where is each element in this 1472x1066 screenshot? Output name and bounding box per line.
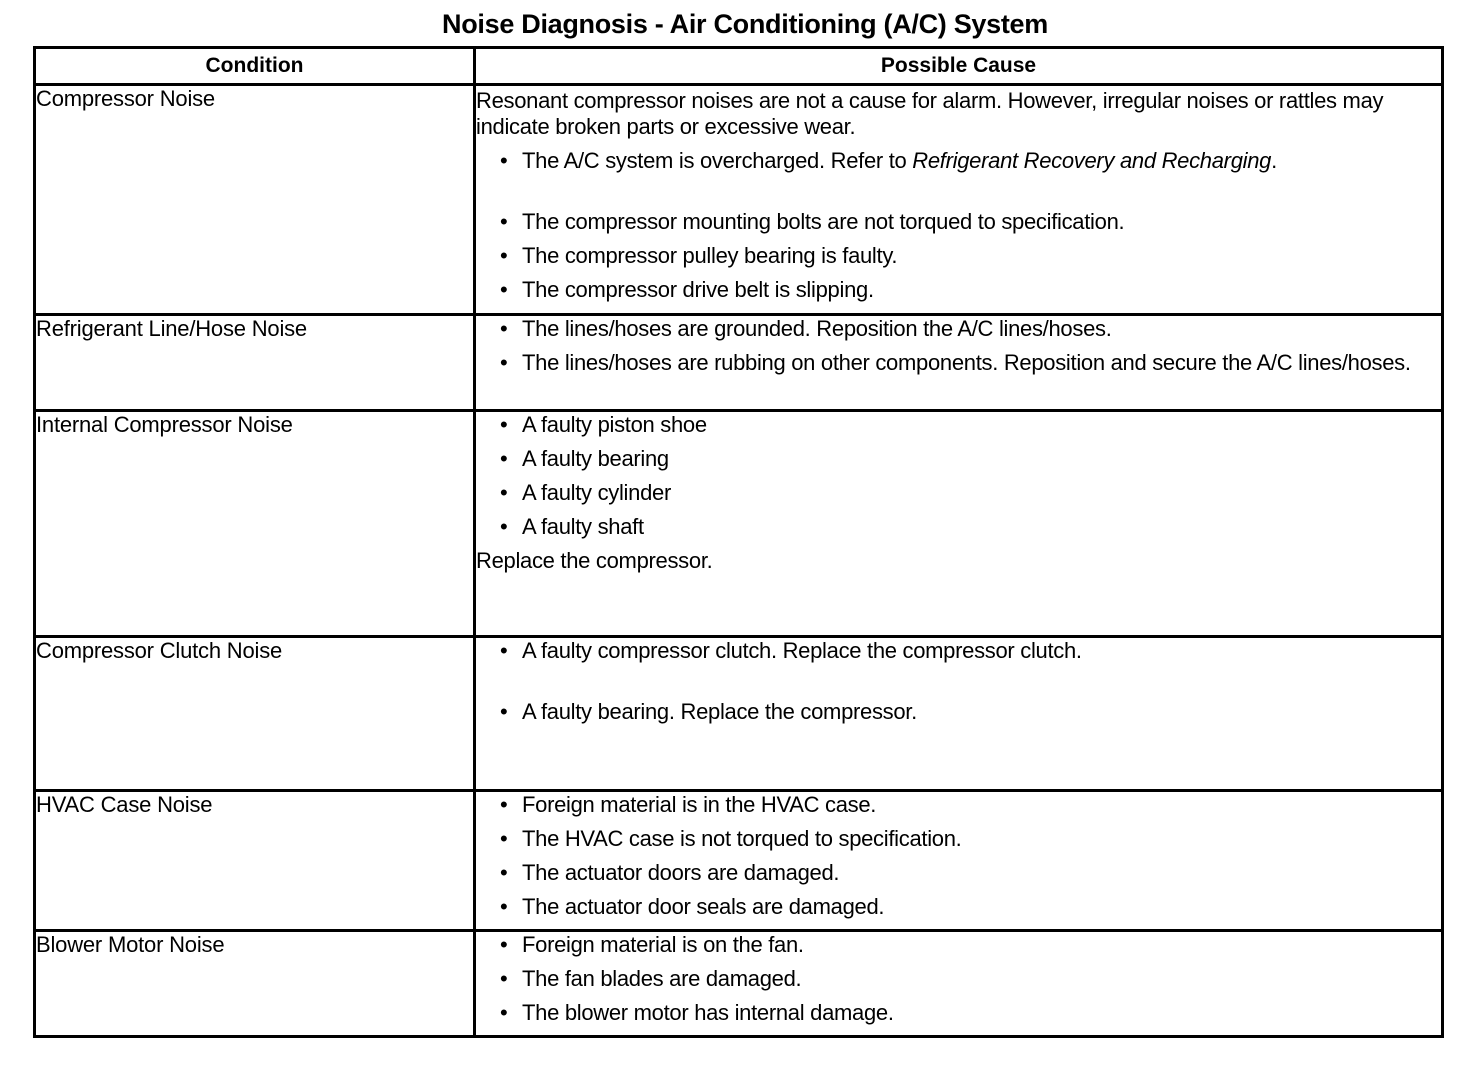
- cause-item: • The actuator doors are damaged.: [500, 860, 1441, 886]
- cause-item: • A faulty bearing: [500, 446, 1441, 472]
- cause-cell: [475, 411, 1443, 637]
- cause-list: [476, 792, 1441, 920]
- table-row: [35, 791, 1443, 931]
- table-row: [35, 637, 1443, 791]
- condition-cell: Internal Compressor Noise: [35, 411, 475, 637]
- condition-cell: Compressor Noise: [35, 85, 475, 315]
- cause-item: • The compressor drive belt is slipping.: [500, 277, 1441, 303]
- table-row: [35, 85, 1443, 315]
- cause-item: • A faulty cylinder: [500, 480, 1441, 506]
- cause-intro: Resonant compressor noises are not a cause for alarm. However, irregular noises or rattles may indicate broken parts or excessive wear.: [476, 88, 1384, 139]
- table-header-row: [35, 48, 1443, 85]
- cause-item: • The actuator door seals are damaged.: [500, 894, 1441, 920]
- cause-list: [476, 638, 1441, 725]
- cause-item: • Foreign material is on the fan.: [500, 932, 1441, 958]
- cause-item: • A faulty piston shoe: [500, 412, 1441, 438]
- condition-cell: HVAC Case Noise: [35, 791, 475, 931]
- cause-item: • The fan blades are damaged.: [500, 966, 1441, 992]
- condition-cell: Refrigerant Line/Hose Noise: [35, 315, 475, 411]
- cause-action: Replace the compressor.: [476, 548, 713, 573]
- cause-item: • The lines/hoses are rubbing on other components. Reposition and secure the A/C lines/hoses.: [500, 350, 1441, 376]
- cause-cell: [475, 315, 1443, 411]
- cause-item: • A faulty shaft: [500, 514, 1441, 540]
- condition-cell: Blower Motor Noise: [35, 931, 475, 1037]
- cause-item: • The blower motor has internal damage.: [500, 1000, 1441, 1026]
- table-row: [35, 411, 1443, 637]
- cause-list: [476, 148, 1441, 303]
- noise-diagnosis-table: [33, 46, 1444, 1038]
- cause-item: • A faulty compressor clutch. Replace the compressor clutch.: [500, 638, 1441, 664]
- cause-list: [476, 412, 1441, 540]
- cause-cell: [475, 637, 1443, 791]
- cause-item: • The lines/hoses are grounded. Reposition the A/C lines/hoses.: [500, 316, 1441, 342]
- table-row: [35, 931, 1443, 1037]
- condition-cell: Compressor Clutch Noise: [35, 637, 475, 791]
- cause-list: [476, 316, 1441, 376]
- header-possible-cause: Possible Cause: [475, 48, 1443, 85]
- cross-reference-link: Refrigerant Recovery and Recharging: [912, 148, 1272, 173]
- cause-item: • The compressor mounting bolts are not torqued to specification.: [500, 209, 1441, 235]
- cause-cell: [475, 931, 1443, 1037]
- cause-cell: [475, 791, 1443, 931]
- header-condition: Condition: [35, 48, 475, 85]
- cause-cell: [475, 85, 1443, 315]
- cause-item: • The A/C system is overcharged. Refer to Refrigerant Recovery and Recharging.: [500, 148, 1441, 174]
- document-title: Noise Diagnosis - Air Conditioning (A/C) System: [442, 9, 1048, 39]
- cause-item: • The compressor pulley bearing is faulty.: [500, 243, 1441, 269]
- cause-list: [476, 932, 1441, 1026]
- cause-item: • The HVAC case is not torqued to specification.: [500, 826, 1441, 852]
- cause-item: • Foreign material is in the HVAC case.: [500, 792, 1441, 818]
- cause-item: • A faulty bearing. Replace the compressor.: [500, 699, 1441, 725]
- table-row: [35, 315, 1443, 411]
